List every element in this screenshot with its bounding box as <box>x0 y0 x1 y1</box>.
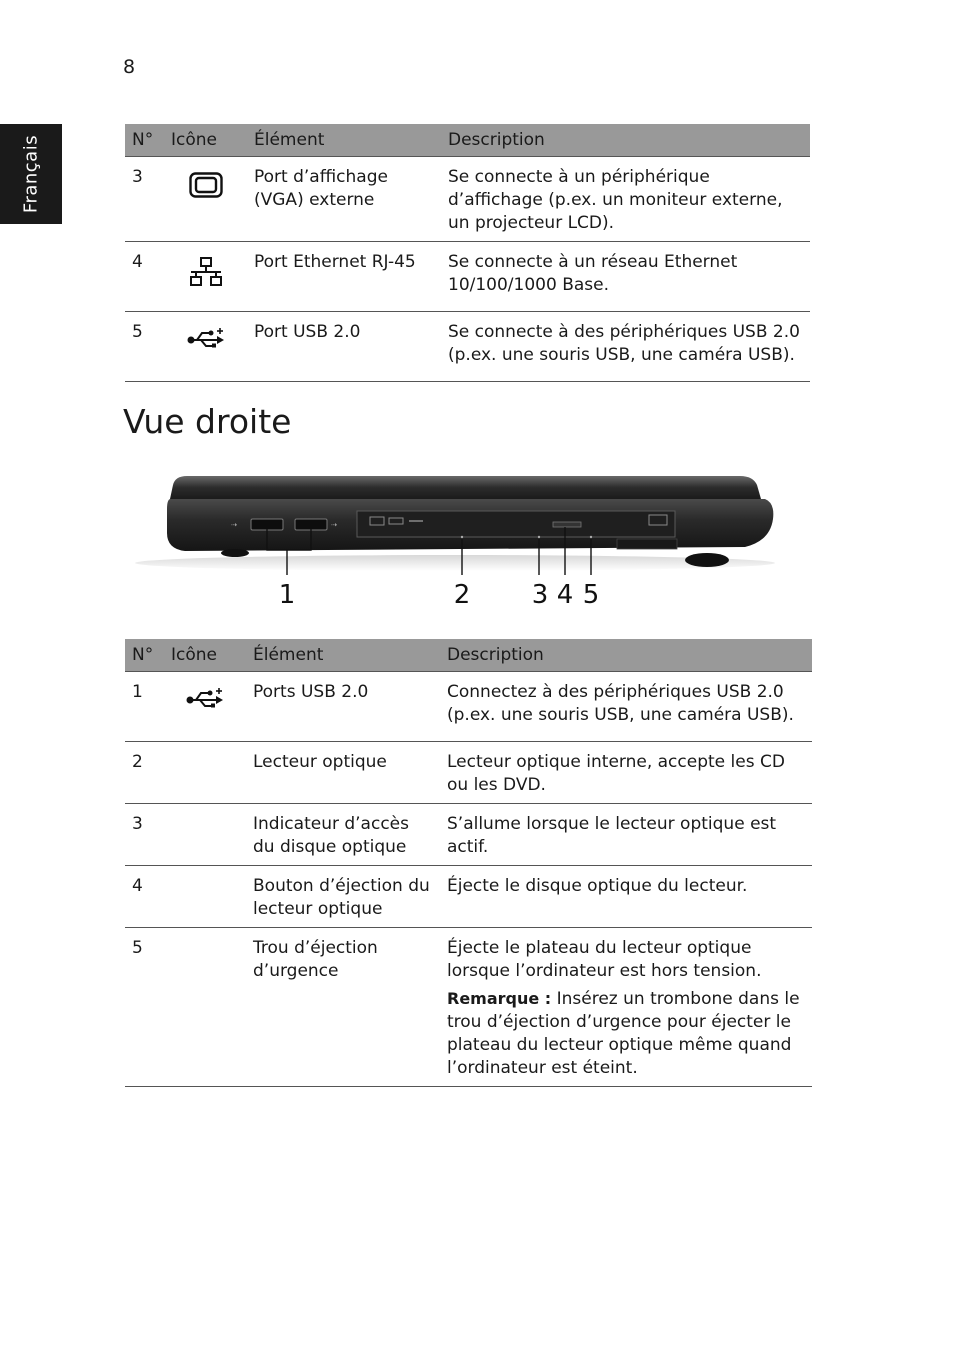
header-description: Description <box>440 639 812 672</box>
table-header-row <box>125 639 812 672</box>
usb-icon <box>186 687 224 709</box>
note-text: Insérez un trombone dans le trou d’éjection d’urgence pour éjecter le plateau du lecteur optique même quand l’ordinateur est éteint. <box>447 989 800 1078</box>
table-row <box>125 312 810 382</box>
vga-icon <box>189 172 223 198</box>
row-element: Port Ethernet RJ-45 <box>247 242 441 312</box>
row-num: 3 <box>125 804 164 866</box>
row-num: 4 <box>125 242 164 312</box>
row-num: 3 <box>125 157 164 242</box>
row-element: Lecteur optique <box>246 742 440 804</box>
header-num: N° <box>125 124 164 157</box>
callout-3: 3 <box>531 580 549 610</box>
table-row <box>125 242 810 312</box>
language-tab <box>0 124 62 224</box>
row-description: Se connecte à un périphérique d’affichage (p.ex. un moniteur externe, un projecteur LCD). <box>441 157 810 242</box>
header-element: Élément <box>247 124 441 157</box>
callout-4: 4 <box>556 580 574 610</box>
row-description: Éjecte le disque optique du lecteur. <box>440 866 812 928</box>
header-num: N° <box>125 639 164 672</box>
row-num: 5 <box>125 928 164 1087</box>
row-note <box>447 987 805 1080</box>
table-header-row <box>125 124 810 157</box>
row-description: Lecteur optique interne, accepte les CD ou les DVD. <box>440 742 812 804</box>
row-description: Se connecte à des périphériques USB 2.0 (p.ex. une souris USB, une caméra USB). <box>441 312 810 382</box>
page-number: 8 <box>123 56 136 78</box>
row-element: Ports USB 2.0 <box>246 672 440 742</box>
header-description: Description <box>441 124 810 157</box>
table-row <box>125 672 812 742</box>
row-description-block <box>440 928 812 1087</box>
row-description: Éjecte le plateau du lecteur optique lorsque l’ordinateur est hors tension. <box>447 938 762 981</box>
table-row <box>125 157 810 242</box>
row-element: Indicateur d’accès du disque optique <box>246 804 440 866</box>
table-row <box>125 742 812 804</box>
row-description: Se connecte à un réseau Ethernet 10/100/1000 Base. <box>441 242 810 312</box>
language-tab-label: Français <box>20 134 42 214</box>
section-title: Vue droite <box>123 402 292 441</box>
usb-icon <box>187 327 225 349</box>
row-description: Connectez à des périphériques USB 2.0 (p.ex. une souris USB, une caméra USB). <box>440 672 812 742</box>
row-description: S’allume lorsque le lecteur optique est actif. <box>440 804 812 866</box>
callout-1: 1 <box>278 580 296 610</box>
header-icon: Icône <box>164 639 246 672</box>
row-num: 1 <box>125 672 164 742</box>
right-view-table <box>125 639 812 1087</box>
ports-table-left <box>125 124 810 382</box>
row-element: Trou d’éjection d’urgence <box>246 928 440 1087</box>
header-icon: Icône <box>164 124 247 157</box>
svg-text:⇢: ⇢ <box>231 521 237 529</box>
row-num: 4 <box>125 866 164 928</box>
row-num: 2 <box>125 742 164 804</box>
note-label: Remarque : <box>447 989 552 1008</box>
table-row <box>125 928 812 1087</box>
row-element: Bouton d’éjection du lecteur optique <box>246 866 440 928</box>
table-row <box>125 804 812 866</box>
row-num: 5 <box>125 312 164 382</box>
network-icon <box>188 257 224 287</box>
laptop-right-side-illustration <box>125 463 785 623</box>
header-element: Élément <box>246 639 440 672</box>
table-row <box>125 866 812 928</box>
row-element: Port USB 2.0 <box>247 312 441 382</box>
svg-text:⇢: ⇢ <box>331 521 337 529</box>
row-element: Port d’affichage (VGA) externe <box>247 157 441 242</box>
callout-5: 5 <box>582 580 600 610</box>
callout-2: 2 <box>453 580 471 610</box>
